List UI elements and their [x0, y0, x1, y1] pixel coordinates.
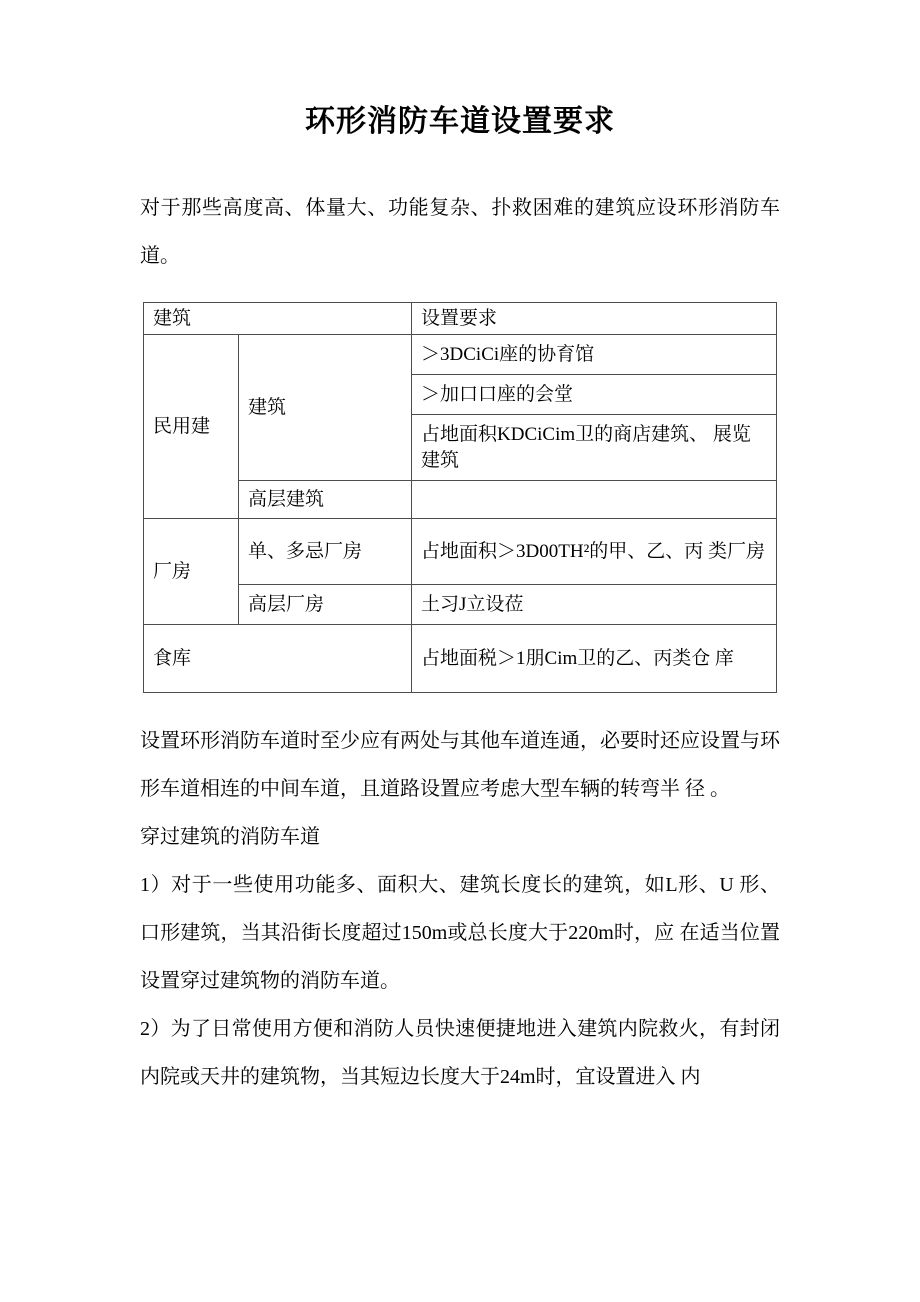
header-requirement-cell: 设置要求: [412, 303, 777, 335]
civil-building-label-cell: 民用建: [144, 335, 239, 519]
store-requirement-cell: 占地面积KDCiCim卫的商店建筑、 展览建筑: [412, 415, 777, 481]
highrise-requirement-cell: [412, 481, 777, 519]
table-row: [144, 519, 777, 585]
highrise-factory-label-cell: 高层厂房: [239, 585, 412, 625]
through-building-lane-heading: 穿过建筑的消防车道: [140, 826, 320, 848]
hall-requirement-cell: ＞加口口座的会堂: [412, 375, 777, 415]
table-row: [144, 481, 777, 519]
document-title: 环形消防车道设置要求: [305, 105, 615, 138]
building-label-cell: 建筑: [239, 335, 412, 481]
table-row: [144, 585, 777, 625]
factory-label-cell: 厂房: [144, 519, 239, 625]
warehouse-requirement-cell: 占地面税＞1朋Cim卫的乙、丙类仓 庠: [412, 625, 777, 693]
single-multi-factory-label-cell: 单、多忌厂房: [239, 519, 412, 585]
single-multi-factory-requirement-cell: 占地面积＞3D00TH²的甲、乙、丙 类厂房: [412, 519, 777, 585]
item-1-paragraph: 1）对于一些使用功能多、面积大、建筑长度长的建筑，如L形、U 形、口形建筑，当其沿街长度超过150m或总长度大于220m时，应 在适当位置设置穿过建筑物的消防车道。: [140, 874, 780, 992]
table-row: [144, 335, 777, 375]
ring-road-connection-paragraph: 设置环形消防车道时至少应有两处与其他车道连通，必要时还应设置与环形车道相连的中间车道，且道路设置应考虑大型车辆的转弯半 径 。: [140, 730, 780, 800]
table-header-row: [144, 303, 777, 335]
requirements-table: [143, 302, 777, 693]
warehouse-label-cell: 食库: [144, 625, 412, 693]
table-row: [144, 625, 777, 693]
stadium-requirement-cell: ＞3DCiCi座的协育馆: [412, 335, 777, 375]
highrise-factory-requirement-cell: 土习J立设莅: [412, 585, 777, 625]
header-building-cell: 建筑: [144, 303, 412, 335]
intro-paragraph: 对于那些高度高、体量大、功能复杂、扑救困难的建筑应设环形消防车道。: [140, 197, 780, 267]
item-2-paragraph: 2）为了日常使用方便和消防人员快速便捷地进入建筑内院救火，有封闭内院或天井的建筑物，当其短边长度大于24m时，宜设置进入 内: [140, 1018, 780, 1088]
highrise-label-cell: 高层建筑: [239, 481, 412, 519]
